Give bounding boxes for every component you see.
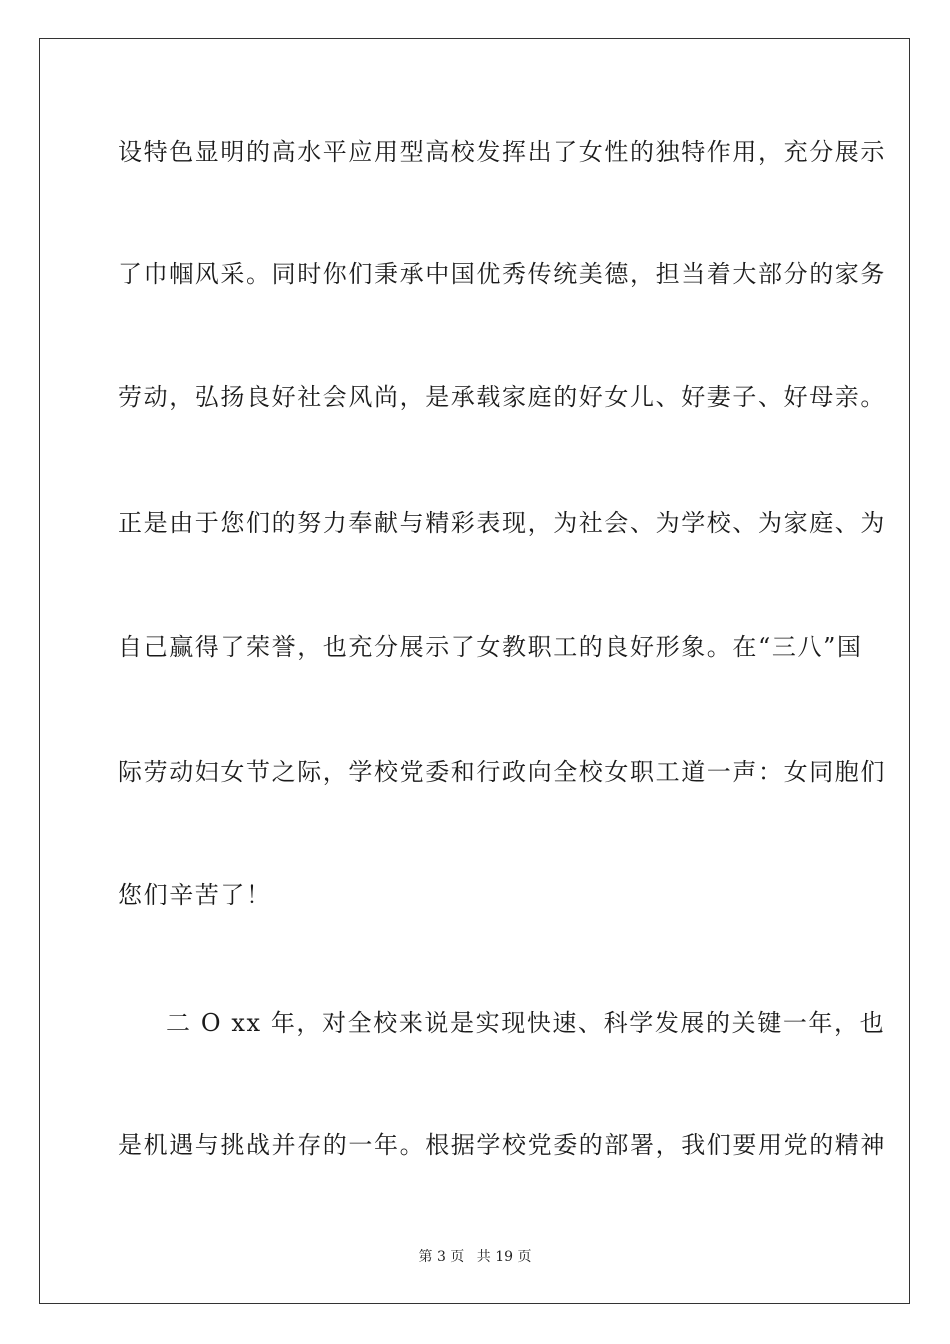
body-text-line: 自己赢得了荣誉，也充分展示了女教职工的良好形象。在“三八”国 xyxy=(118,633,863,661)
body-text-line: 劳动，弘扬良好社会风尚，是承载家庭的好女儿、好妻子、好母亲。 xyxy=(118,383,886,411)
page-border xyxy=(39,38,910,1304)
paragraph-first-line: 二 O xx 年，对全校来说是实现快速、科学发展的关键一年，也 xyxy=(166,1009,886,1037)
page-number: 第 3 页 xyxy=(418,1249,465,1265)
body-text-line: 您们辛苦了！ xyxy=(118,881,272,909)
body-text-line: 是机遇与挑战并存的一年。根据学校党委的部署，我们要用党的精神 xyxy=(118,1131,886,1159)
body-text-line: 设特色显明的高水平应用型高校发挥出了女性的独特作用，充分展示 xyxy=(118,138,886,166)
page-footer xyxy=(0,1248,950,1266)
body-text-line: 正是由于您们的努力奉献与精彩表现，为社会、为学校、为家庭、为 xyxy=(118,509,886,537)
body-text-line: 了巾帼风采。同时你们秉承中国优秀传统美德，担当着大部分的家务 xyxy=(118,260,886,288)
body-text-line: 际劳动妇女节之际，学校党委和行政向全校女职工道一声：女同胞们 xyxy=(118,758,886,786)
total-pages: 共 19 页 xyxy=(476,1249,532,1265)
